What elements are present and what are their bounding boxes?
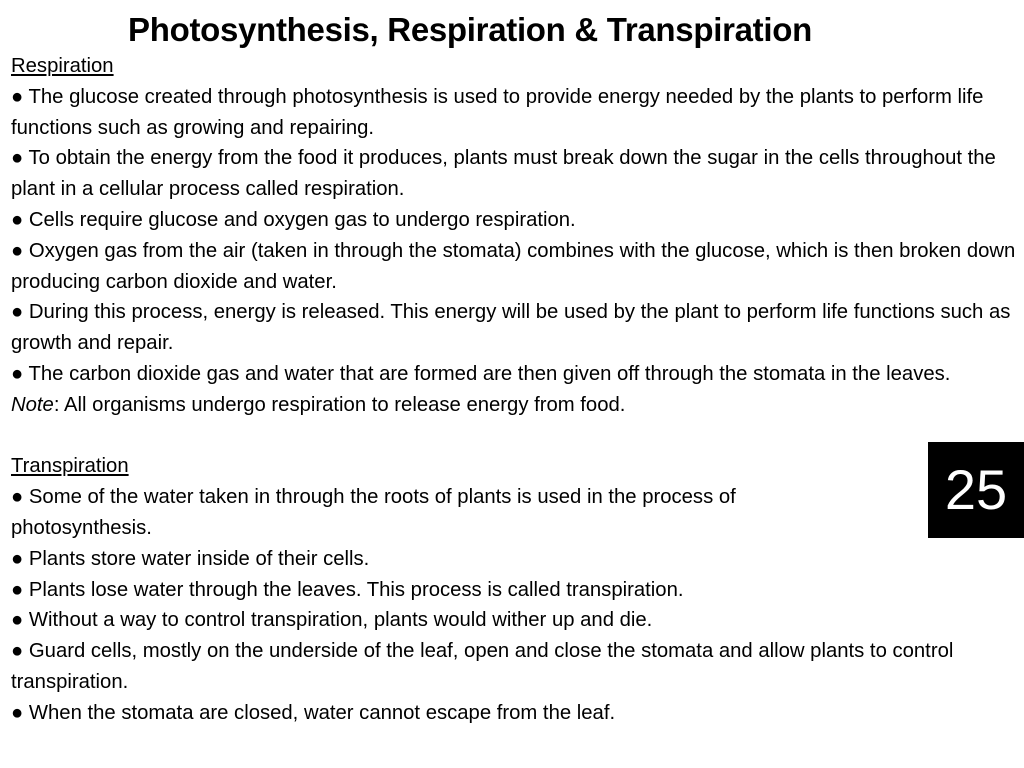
respiration-bullet: ● To obtain the energy from the food it produces, plants must break down the sugar in the cells throughout the plant in a cellular process called respiration.: [11, 147, 996, 201]
slide-body: [11, 51, 1016, 729]
transpiration-bullet: ● Without a way to control transpiration, plants would wither up and die.: [11, 609, 653, 632]
slide-number-badge: 25: [928, 442, 1024, 538]
slide-title: Photosynthesis, Respiration & Transpiration: [128, 11, 812, 48]
transpiration-heading: Transpiration: [11, 455, 129, 478]
respiration-bullet: ● Oxygen gas from the air (taken in through the stomata) combines with the glucose, which is then broken down producing carbon dioxide and water.: [11, 239, 1016, 293]
note-text: : All organisms undergo respiration to release energy from food.: [53, 393, 626, 416]
respiration-bullet: ● During this process, energy is released. This energy will be used by the plant to perform life functions such as growth and repair.: [11, 301, 1011, 355]
respiration-bullet: ● The carbon dioxide gas and water that are formed are then given off through the stomata in the leaves.: [11, 362, 951, 385]
transpiration-bullet: ● Plants lose water through the leaves. This process is called transpiration.: [11, 578, 684, 601]
transpiration-bullet: ● When the stomata are closed, water cannot escape from the leaf.: [11, 701, 616, 724]
transpiration-bullet: ● Guard cells, mostly on the underside of the leaf, open and close the stomata and allow plants to control transpiration.: [11, 640, 954, 693]
respiration-bullet: ● The glucose created through photosynthesis is used to provide energy needed by the plants to perform life functions such as growing and repairing.: [11, 85, 984, 139]
section-spacer: [11, 421, 1016, 452]
note-label: Note: [11, 393, 54, 416]
transpiration-bullet: ● Some of the water taken in through the roots of plants is used in the process of photosynthesis.: [11, 486, 736, 539]
respiration-note: [11, 390, 1016, 421]
respiration-bullet: ● Cells require glucose and oxygen gas to undergo respiration.: [11, 208, 576, 231]
transpiration-bullet: ● Plants store water inside of their cells.: [11, 547, 370, 570]
respiration-heading: Respiration: [11, 55, 114, 77]
